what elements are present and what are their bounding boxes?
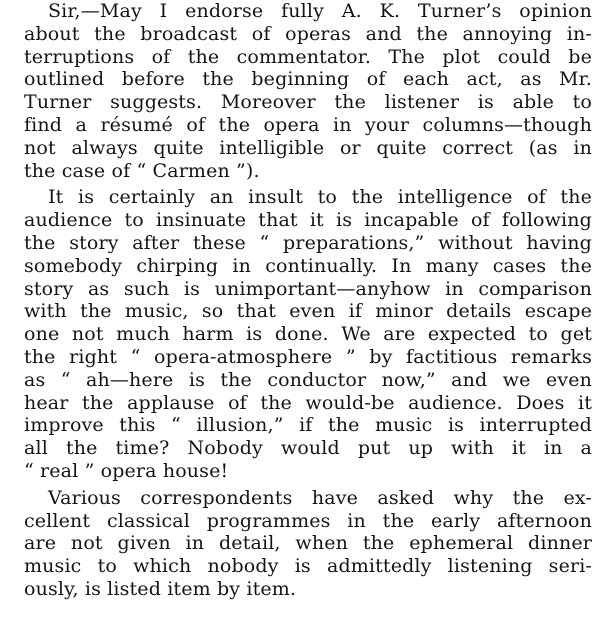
text-line: music to which nobody is admittedly listening seri- xyxy=(24,555,592,578)
text-line: Turner suggests. Moreover the listener is able to xyxy=(24,91,592,114)
text-line: ously, is listed item by item. xyxy=(24,577,297,600)
text-line: Sir,—May I endorse fully A. K. Turner’s opinion xyxy=(48,0,592,22)
text-line: improve this “ illusion,” if the music is interrupted xyxy=(24,414,592,437)
text-line: about the broadcast of operas and the annoying in- xyxy=(24,22,592,45)
text-line: hear the applause of the would-be audience. Does it xyxy=(24,391,592,414)
text-line: one not much harm is done. We are expected to get xyxy=(24,323,592,346)
text-line: find a résumé of the opera in your columns—though xyxy=(24,113,592,136)
text-line: the right “ opera-atmosphere ” by factitious remarks xyxy=(24,345,592,368)
text-line: as “ ah—here is the conductor now,” and we even xyxy=(24,368,592,391)
text-line: terruptions of the commentator. The plot could be xyxy=(24,45,592,68)
paragraph-1 xyxy=(24,0,592,182)
text-line: all the time? Nobody would put up with it in a xyxy=(24,437,592,460)
text-line: somebody chirping in continually. In many cases the xyxy=(24,254,592,277)
text-line: are not given in detail, when the ephemeral dinner xyxy=(24,532,592,555)
text-line: the story after these “ preparations,” without having xyxy=(24,231,592,254)
text-line: Various correspondents have asked why the ex- xyxy=(48,486,592,509)
text-line: “ real ” opera house! xyxy=(24,459,229,482)
paragraph-3 xyxy=(24,487,592,601)
text-line: cellent classical programmes in the early afternoon xyxy=(24,509,592,532)
text-line: with the music, so that even if minor details escape xyxy=(24,300,592,323)
text-line: not always quite intelligible or quite correct (as in xyxy=(24,136,592,159)
text-line: outlined before the beginning of each act, as Mr. xyxy=(24,68,592,91)
text-line: the case of “ Carmen ”). xyxy=(24,159,260,182)
text-line: story as such is unimportant—anyhow in comparison xyxy=(24,277,592,300)
text-line: audience to insinuate that it is incapable of following xyxy=(24,209,592,232)
letter-body xyxy=(24,0,592,605)
paragraph-2 xyxy=(24,186,592,482)
text-line: It is certainly an insult to the intelligence of the xyxy=(48,186,592,209)
